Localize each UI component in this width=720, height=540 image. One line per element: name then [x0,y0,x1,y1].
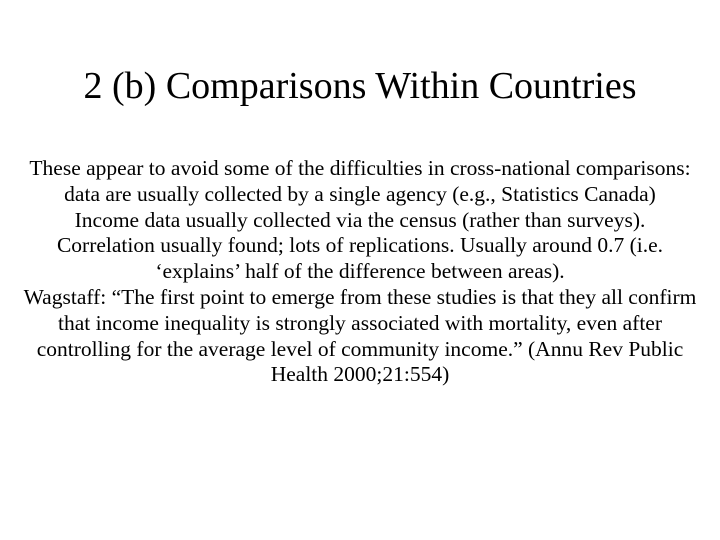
paragraph-wagstaff-quote: Wagstaff: “The first point to emerge from these studies is that they all confirm that income inequality is strongly associated with mortality, even after controlling for the average level of community income.” (Annu Rev Public Health 2000;21:554) [23,284,697,387]
slide-title: 2 (b) Comparisons Within Countries [83,65,637,107]
paragraph-census-data: Income data usually collected via the census (rather than surveys). [74,207,646,232]
paragraph-cross-national: These appear to avoid some of the difficulties in cross-national comparisons: data are usually collected by a single agency (e.g., Statistics Canada) [29,156,691,206]
paragraph-correlation: Correlation usually found; lots of replications. Usually around 0.7 (i.e. ‘explains’ half of the difference between areas). [56,233,664,284]
slide-body [20,156,700,388]
